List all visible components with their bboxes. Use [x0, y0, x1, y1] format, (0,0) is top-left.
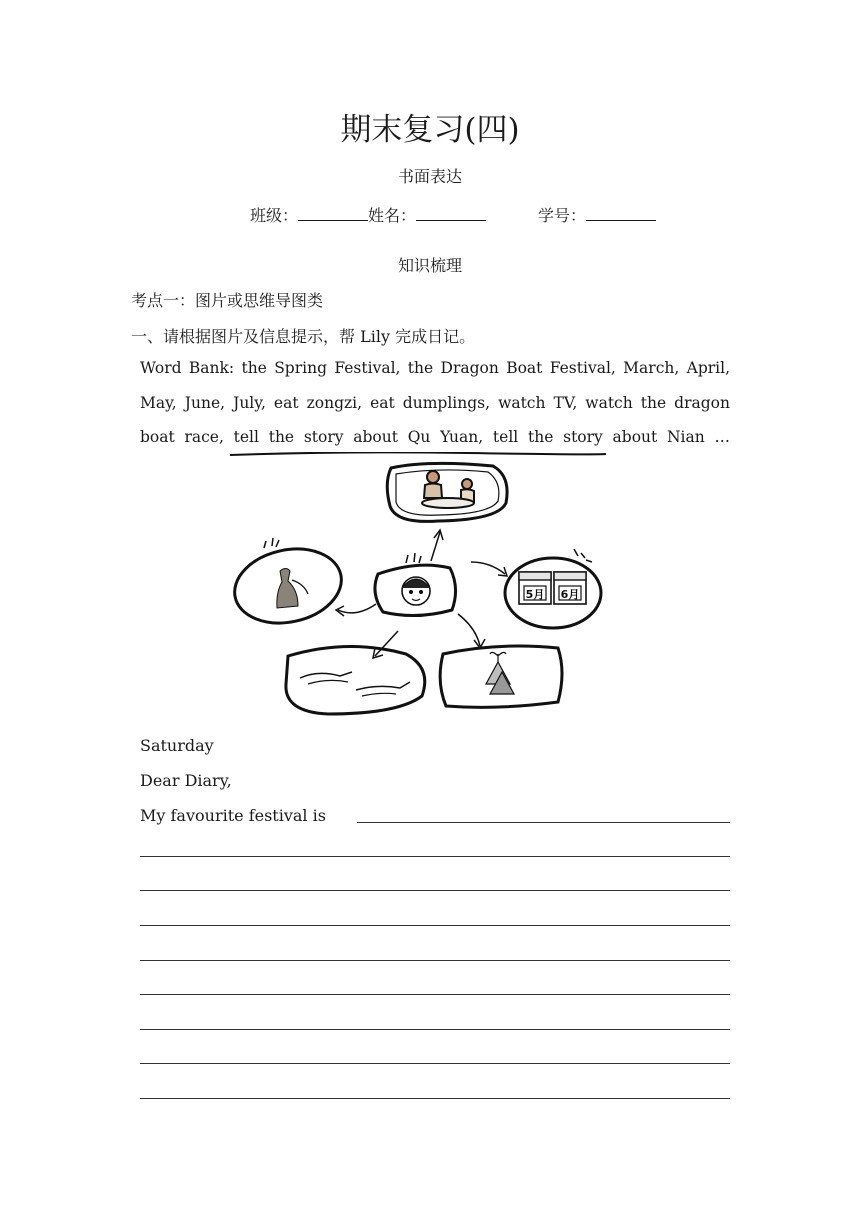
- id-field[interactable]: [586, 206, 656, 221]
- diary-prompt: My favourite festival is: [140, 806, 326, 825]
- page-title: 期末复习(四): [340, 112, 520, 148]
- name-field[interactable]: [416, 206, 486, 221]
- answer-line[interactable]: [140, 960, 730, 961]
- page-subtitle: 书面表达: [397, 167, 462, 186]
- answer-line[interactable]: [140, 856, 730, 857]
- id-label: 学号：: [538, 206, 587, 225]
- answer-line[interactable]: [140, 1063, 730, 1064]
- diary-greeting: Dear Diary,: [140, 771, 232, 790]
- arrow-left-icon: [336, 604, 376, 616]
- calendar-image: [505, 549, 601, 628]
- class-field[interactable]: [298, 206, 368, 221]
- answer-line[interactable]: [140, 1098, 730, 1099]
- calendar-month-right: 6月: [560, 588, 580, 601]
- name-label: 姓名：: [368, 206, 417, 225]
- answer-line[interactable]: [140, 925, 730, 926]
- arrow-down-left-icon: [373, 631, 398, 658]
- family-dinner-image: [387, 463, 507, 521]
- task-instruction: 一、请根据图片及信息提示，帮 Lily 完成日记。: [131, 327, 476, 346]
- word-bank-line: boat race, tell the story about Qu Yuan, tell the story about Nian …: [140, 428, 730, 446]
- diary-day: Saturday: [140, 736, 214, 755]
- lily-avatar: [375, 553, 456, 616]
- answer-line[interactable]: [140, 994, 730, 995]
- word-bank-line: May, June, July, eat zongzi, eat dumplings, watch TV, watch the dragon: [140, 394, 730, 412]
- arrow-right-icon: [471, 562, 507, 576]
- answer-line[interactable]: [140, 1029, 730, 1030]
- qu-yuan-image: [228, 538, 348, 632]
- exam-point: 考点一：图片或思维导图类: [131, 291, 324, 310]
- class-label: 班级：: [250, 206, 299, 225]
- student-info-row: [250, 203, 656, 226]
- arrow-down-right-icon: [458, 614, 485, 648]
- dragon-boat-race-image: [286, 646, 425, 714]
- section-heading: 知识梳理: [397, 256, 462, 275]
- zongzi-image: [440, 646, 562, 707]
- word-bank-line: Word Bank: the Spring Festival, the Dragon Boat Festival, March, April,: [140, 359, 730, 377]
- hand-drawn-underline: [228, 452, 608, 457]
- answer-line[interactable]: [357, 822, 730, 823]
- festival-mind-map: [228, 458, 618, 726]
- answer-line[interactable]: [140, 890, 730, 891]
- arrow-up-icon: [431, 530, 443, 561]
- calendar-month-left: 5月: [525, 588, 545, 601]
